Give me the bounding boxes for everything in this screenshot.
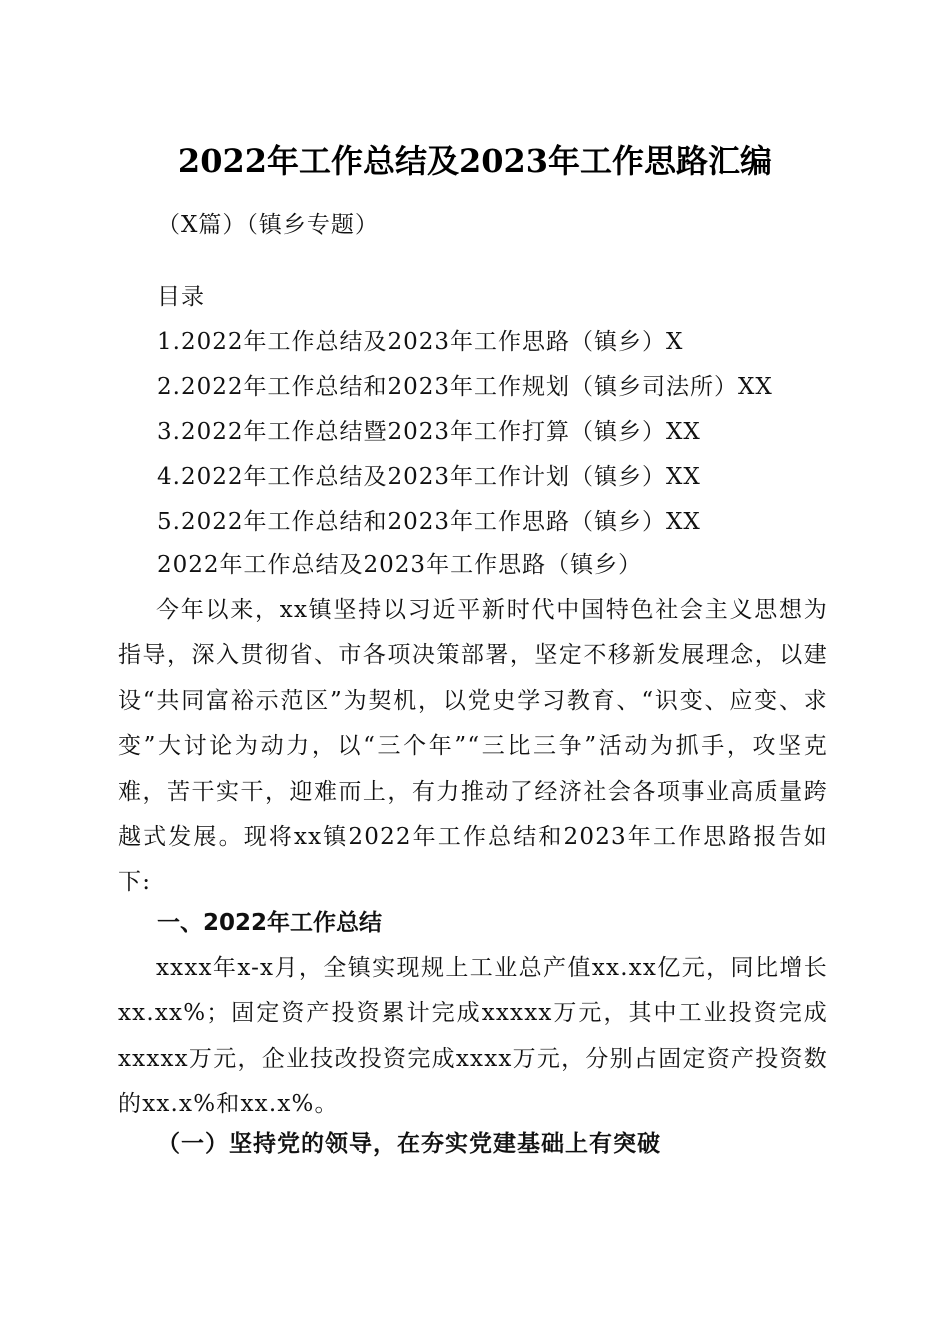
toc-item-5: 5.2022年工作总结和2023年工作思路（镇乡）XX [157, 509, 701, 535]
toc-item-3: 3.2022年工作总结暨2023年工作打算（镇乡）XX [157, 419, 701, 445]
article-title: 2022年工作总结及2023年工作思路（镇乡） [157, 552, 643, 578]
intro-paragraph: 今年以来，xx镇坚持以习近平新时代中国特色社会主义思想为指导，深入贯彻省、市各项决策部署，坚定不移新发展理念，以建设“共同富裕示范区”为契机，以党史学习教育、“识变、应变、求变”大讨论为动力，以“三个年”“三比三争”活动为抓手，攻坚克难，苦干实干，迎难而上，有力推动了经济社会各项事业高质量跨越式发展。现将xx镇2022年工作总结和2023年工作思路报告如下: [118, 597, 828, 896]
document-title: 2022年工作总结及2023年工作思路汇编 [177, 142, 773, 180]
subsection-1-heading: （一）坚持党的领导，在夯实党建基础上有突破 [157, 1130, 661, 1157]
section-1-heading: 一、2022年工作总结 [157, 910, 383, 936]
document-subtitle: （X篇）（镇乡专题） [157, 212, 379, 238]
toc-item-1: 1.2022年工作总结及2023年工作思路（镇乡）X [157, 329, 684, 355]
toc-label: 目录 [157, 284, 205, 310]
section-1-paragraph: xxxx年x-x月，全镇实现规上工业总产值xx.xx亿元，同比增长xx.xx%；固定资产投资累计完成xxxxx万元，其中工业投资完成xxxxx万元，企业技改投资完成xxxx万元，分别占固定资产投资数的xx.x%和xx.x%。 [118, 955, 828, 1118]
toc-item-2: 2.2022年工作总结和2023年工作规划（镇乡司法所）XX [157, 374, 773, 400]
toc-item-4: 4.2022年工作总结及2023年工作计划（镇乡）XX [157, 464, 701, 490]
